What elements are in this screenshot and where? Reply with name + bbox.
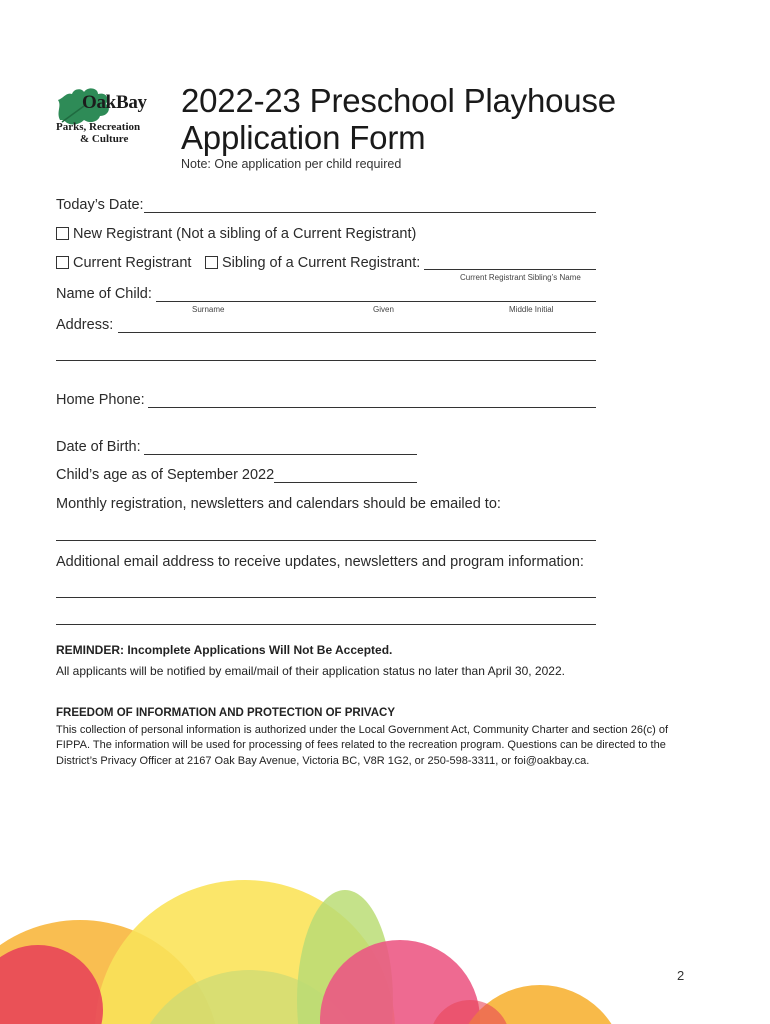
home-phone-field[interactable] (148, 407, 596, 408)
home-phone-label: Home Phone: (56, 392, 145, 408)
logo-subtitle-line2: & Culture (80, 133, 129, 145)
new-registrant-label: New Registrant (Not a sibling of a Current Registrant) (73, 226, 417, 242)
childs-age-label: Child’s age as of September 2022 (56, 467, 275, 483)
oak-bay-logo (54, 84, 154, 148)
sibling-registrant-row (205, 255, 420, 271)
additional-email-field-1[interactable] (56, 597, 596, 598)
monthly-email-field[interactable] (56, 540, 596, 541)
foi-text: This collection of personal information is authorized under the Local Government Act, Community Charter and section 26(c) of FIPPA. The information will be used for processing of fees related to the recreation program. Questions can be directed to the District’s Privacy Officer at 2167 Oak Bay Avenue, Victoria BC, V8R 1G2, or 250-598-3311, or foi@oakbay.ca. (56, 724, 669, 767)
address-field-line1[interactable] (118, 332, 596, 333)
todays-date-label: Today’s Date: (56, 197, 144, 213)
sibling-registrant-label: Sibling of a Current Registrant: (222, 255, 421, 271)
current-registrant-checkbox[interactable] (56, 256, 69, 269)
monthly-email-label: Monthly registration, newsletters and calendars should be emailed to: (56, 496, 501, 512)
logo-subtitle-line1: Parks, Recreation (56, 121, 141, 133)
title-line-2: Application Form (181, 119, 426, 156)
given-hint: Given (373, 305, 394, 314)
surname-hint: Surname (192, 305, 225, 314)
current-registrant-row (56, 255, 191, 271)
additional-email-field-2[interactable] (56, 624, 596, 625)
address-field-line2[interactable] (56, 360, 596, 361)
title-line-1: 2022-23 Preschool Playhouse (181, 82, 616, 119)
page-number: 2 (677, 968, 685, 983)
middle-initial-hint: Middle Initial (509, 305, 554, 314)
name-of-child-label: Name of Child: (56, 286, 152, 302)
sibling-name-field[interactable] (424, 269, 596, 270)
sibling-name-hint: Current Registrant Sibling’s Name (460, 273, 581, 282)
address-label: Address: (56, 317, 114, 333)
logo-brand-text: OakBay (82, 92, 147, 113)
childs-age-field[interactable] (274, 482, 417, 483)
todays-date-field[interactable] (144, 212, 596, 213)
page-title (181, 82, 741, 156)
reminder-heading: REMINDER: Incomplete Applications Will Not Be Accepted. (56, 643, 393, 657)
new-registrant-checkbox[interactable] (56, 227, 69, 240)
sibling-registrant-checkbox[interactable] (205, 256, 218, 269)
foi-heading: FREEDOM OF INFORMATION AND PROTECTION OF PRIVACY (56, 707, 396, 719)
date-of-birth-label: Date of Birth: (56, 439, 141, 455)
reminder-text: All applicants will be notified by email/mail of their application status no later than April 30, 2022. (56, 664, 565, 678)
current-registrant-label: Current Registrant (73, 255, 192, 271)
date-of-birth-field[interactable] (144, 454, 417, 455)
name-of-child-field[interactable] (156, 301, 596, 302)
new-registrant-row (56, 226, 416, 242)
additional-email-label: Additional email address to receive updates, newsletters and program information: (56, 554, 584, 570)
application-note: Note: One application per child required (181, 157, 402, 171)
